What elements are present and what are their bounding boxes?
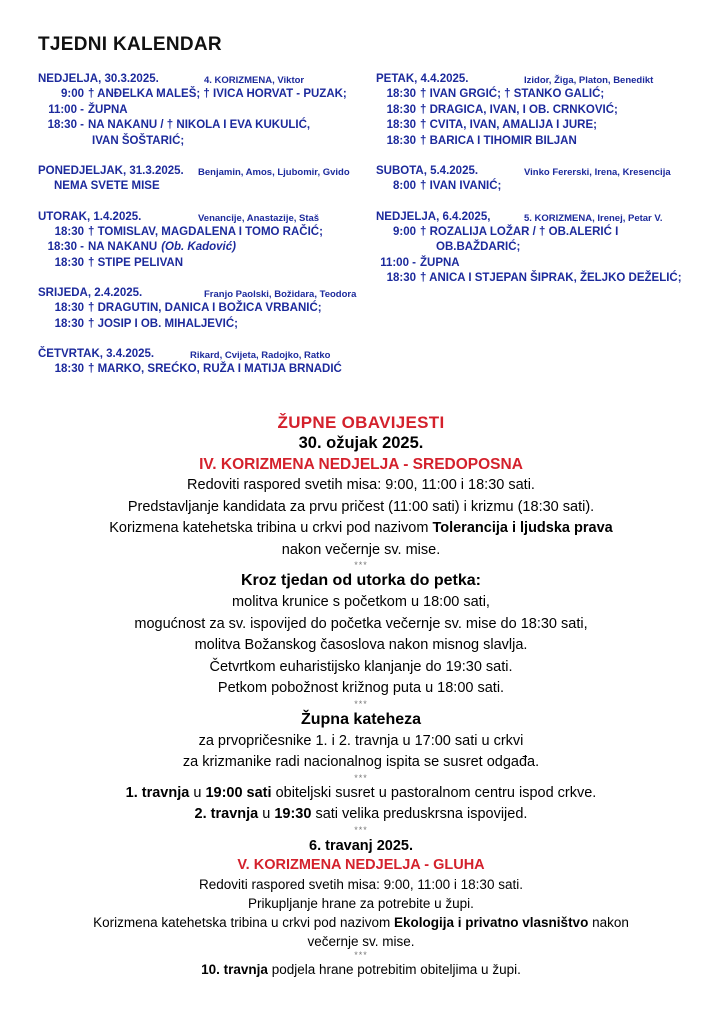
announcement-date-1: 30. ožujak 2025. [298, 434, 424, 452]
calendar-day [38, 72, 368, 149]
sunday-title-2: V. KORIZMENA NEDJELJA - GLUHA [237, 856, 485, 873]
mass-intention: † ANĐELKA MALEŠ; † IVICA HORVAT - PUZAK; [88, 88, 347, 100]
event-time: 19:00 sati [205, 784, 272, 801]
mass-entry [376, 134, 696, 150]
event-text: podjela hrane potrebitim obiteljima u župi. [267, 961, 521, 977]
day-header [38, 286, 368, 301]
day-saints: Rikard, Cvijeta, Radojko, Ratko [190, 350, 331, 361]
mass-time: 18:30 [54, 363, 84, 375]
calendar-column-right [376, 72, 696, 302]
day-header [376, 72, 696, 87]
parish-announcements [0, 412, 722, 979]
mass-time: 9:00 [60, 88, 84, 100]
mass-time: 18:30 - [47, 119, 84, 131]
event-confession [0, 804, 722, 826]
mass-time: 18:30 [54, 302, 84, 314]
mass-schedule-2: Redoviti raspored svetih misa: 9:00, 11:00 i 18:30 sati. [199, 876, 523, 892]
mass-time: 18:30 [386, 88, 416, 100]
mass-intention: IVAN ŠOŠTARIĆ; [92, 134, 185, 147]
day-header [38, 347, 368, 362]
tribune-topic-2: Ekologija i privatno vlasništvo [394, 914, 589, 930]
day-date: SUBOTA, 5.4.2025. [376, 165, 479, 177]
separator: *** [354, 560, 368, 570]
day-saints: Venancije, Anastazije, Staš [198, 212, 320, 224]
mass-time: 8:00 [392, 180, 416, 192]
event-time: 19:30 [274, 806, 312, 822]
mass-time: 18:30 [54, 317, 84, 330]
day-saints: 4. KORIZMENA, Viktor [204, 75, 305, 86]
event-text: u [258, 806, 275, 822]
mass-intention: † IVAN GRGIĆ; † STANKO GALIĆ; [420, 88, 605, 100]
mass-note: (Ob. Kadović) [161, 241, 236, 253]
mass-intention: † IVAN IVANIĆ; [420, 180, 502, 192]
event-food-distribution [0, 960, 722, 979]
mass-time: 11:00 - [48, 103, 84, 116]
weekday-heading: Kroz tjedan od utorka do petka: [240, 572, 481, 589]
event-date: 2. travnja [194, 806, 259, 822]
mass-time: 18:30 [386, 119, 416, 131]
catechesis-line: za krizmanike radi nacionalnog ispita se susret odgađa. [182, 754, 540, 770]
mass-time: 18:30 [54, 225, 84, 238]
mass-intention: OB.BAŽDARIĆ; [436, 241, 521, 253]
calendar-day [376, 164, 696, 195]
announcements-title: ŽUPNE OBAVIJESTI [277, 413, 445, 432]
mass-intention: ŽUPNA [88, 103, 128, 116]
mass-time: 18:30 [386, 103, 416, 116]
day-date: ČETVRTAK, 3.4.2025. [38, 348, 155, 360]
food-collection: Prikupljanje hrane za potrebite u župi. [248, 895, 474, 911]
mass-entry [376, 256, 696, 272]
separator: *** [354, 824, 368, 835]
mass-entry [38, 134, 368, 150]
event-text: sati velika preduskrsna ispovijed. [311, 806, 528, 822]
tribune-line-2 [0, 913, 722, 932]
day-saints: 5. KORIZMENA, Irenej, Petar V. [524, 212, 663, 224]
mass-entry [38, 301, 368, 317]
event-text: u [189, 784, 206, 801]
mass-entry [38, 225, 368, 241]
event-family-meeting [0, 783, 722, 805]
mass-time: 9:00 [392, 225, 416, 238]
mass-entry [38, 87, 368, 103]
event-date: 10. travnja [201, 961, 268, 977]
calendar-day [38, 286, 368, 332]
day-header [38, 72, 368, 87]
mass-time: 18:30 - [47, 241, 84, 253]
tribune-line-1 [0, 518, 722, 540]
tribune-text: Korizmena katehetska tribina u crkvi pod nazivom [93, 914, 395, 930]
weekday-line: mogućnost za sv. ispovijed do početka večernje sv. mise do 18:30 sati, [134, 615, 588, 632]
day-saints: Izidor, Žiga, Platon, Benedikt [524, 75, 654, 86]
mass-time: 18:30 [54, 256, 84, 269]
mass-entry [376, 87, 696, 103]
day-header [38, 164, 368, 179]
mass-intention: NA NAKANU / † NIKOLA I EVA KUKULIĆ, [88, 119, 311, 131]
weekday-line: molitva krunice s početkom u 18:00 sati, [232, 594, 490, 610]
no-mass-note: NEMA SVETE MISE [54, 180, 160, 192]
weekday-line: molitva Božanskog časoslova nakon misnog slavlja. [194, 637, 528, 653]
mass-entry [38, 317, 368, 333]
day-date: NEDJELJA, 30.3.2025. [38, 73, 159, 85]
announcement-date-2: 6. travanj 2025. [309, 837, 413, 854]
tribune-topic-1: Tolerancija i ljudska prava [432, 520, 613, 536]
event-text: obiteljski susret u pastoralnom centru ispod crkve. [271, 784, 597, 801]
mass-intention: † ANICA I STJEPAN ŠIPRAK, ŽELJKO DEŽELIĆ; [420, 272, 682, 284]
day-saints: Benjamin, Amos, Ljubomir, Gvido [198, 167, 350, 178]
separator: *** [354, 698, 368, 709]
mass-intention: † ROZALIJA LOŽAR / † OB.ALERIĆ I [420, 225, 619, 238]
calendar-day [376, 72, 696, 149]
mass-entry [376, 103, 696, 119]
calendar-day [376, 210, 696, 287]
mass-entry [38, 103, 368, 119]
mass-intention: † MARKO, SREĆKO, RUŽA I MATIJA BRNADIĆ [88, 363, 342, 375]
tribune-line-2b: večernje sv. mise. [307, 933, 415, 949]
day-date: PONEDJELJAK, 31.3.2025. [38, 165, 184, 177]
calendar-day [38, 164, 368, 195]
mass-time: 18:30 [386, 134, 416, 147]
calendar-column-left [38, 72, 368, 393]
calendar-day [38, 210, 368, 272]
mass-intention: † DRAGUTIN, DANICA I BOŽICA VRBANIĆ; [88, 302, 322, 314]
mass-intention: NA NAKANU [88, 241, 158, 253]
day-header [38, 210, 368, 225]
catechesis-heading: Župna kateheza [300, 710, 422, 728]
separator: *** [354, 949, 368, 960]
event-date: 1. travnja [125, 784, 190, 801]
weekday-line: Petkom pobožnost križnog puta u 18:00 sati. [217, 680, 505, 696]
mass-schedule-1: Redoviti raspored svetih misa: 9:00, 11:00 i 18:30 sati. [187, 477, 535, 493]
sunday-title-1: IV. KORIZMENA NEDJELJA - SREDOPOSNA [199, 456, 523, 473]
tribune-text: nakon [588, 914, 629, 930]
day-header [376, 210, 696, 225]
day-header [376, 164, 696, 179]
mass-entry [376, 118, 696, 134]
catechesis-line: za prvopričesnike 1. i 2. travnja u 17:00 sati u crkvi [198, 732, 524, 749]
mass-intention: † BARICA I TIHOMIR BILJAN [420, 134, 577, 147]
tribune-text: Korizmena katehetska tribina u crkvi pod nazivom [109, 520, 433, 536]
weekday-line: Četvrtkom euharistijsko klanjanje do 19:30 sati. [209, 658, 513, 675]
mass-entry [376, 179, 696, 195]
mass-intention: † DRAGICA, IVAN, I OB. CRNKOVIĆ; [420, 103, 618, 116]
calendar-title: TJEDNI KALENDAR [38, 34, 222, 55]
candidates-presentation: Predstavljanje kandidata za prvu pričest (11:00 sati) i krizmu (18:30 sati). [127, 498, 595, 515]
mass-intention: † CVITA, IVAN, AMALIJA I JURE; [420, 119, 597, 131]
day-saints: Franjo Paolski, Božidara, Teodora [204, 289, 357, 300]
mass-entry [38, 240, 368, 256]
day-date: UTORAK, 1.4.2025. [38, 210, 142, 223]
day-date: PETAK, 4.4.2025. [376, 73, 469, 85]
mass-intention: † JOSIP I OB. MIHALJEVIĆ; [88, 317, 238, 330]
day-saints: Vinko Fererski, Irena, Kresencija [524, 167, 671, 178]
separator: *** [354, 772, 368, 783]
mass-entry [376, 271, 696, 287]
mass-entry [38, 118, 368, 134]
mass-entry [376, 225, 696, 241]
mass-time: 11:00 - [380, 256, 416, 269]
calendar-day [38, 347, 368, 378]
mass-intention: † TOMISLAV, MAGDALENA I TOMO RAČIĆ; [88, 225, 323, 238]
day-date: NEDJELJA, 6.4.2025, [376, 210, 491, 223]
mass-entry [38, 362, 368, 378]
mass-entry [38, 256, 368, 272]
mass-intention: ŽUPNA [420, 256, 460, 269]
mass-entry [376, 240, 696, 256]
mass-time: 18:30 [386, 272, 416, 284]
day-date: SRIJEDA, 2.4.2025. [38, 287, 143, 299]
mass-intention: † STIPE PELIVAN [88, 256, 184, 269]
tribune-line-1b: nakon večernje sv. mise. [281, 541, 441, 558]
